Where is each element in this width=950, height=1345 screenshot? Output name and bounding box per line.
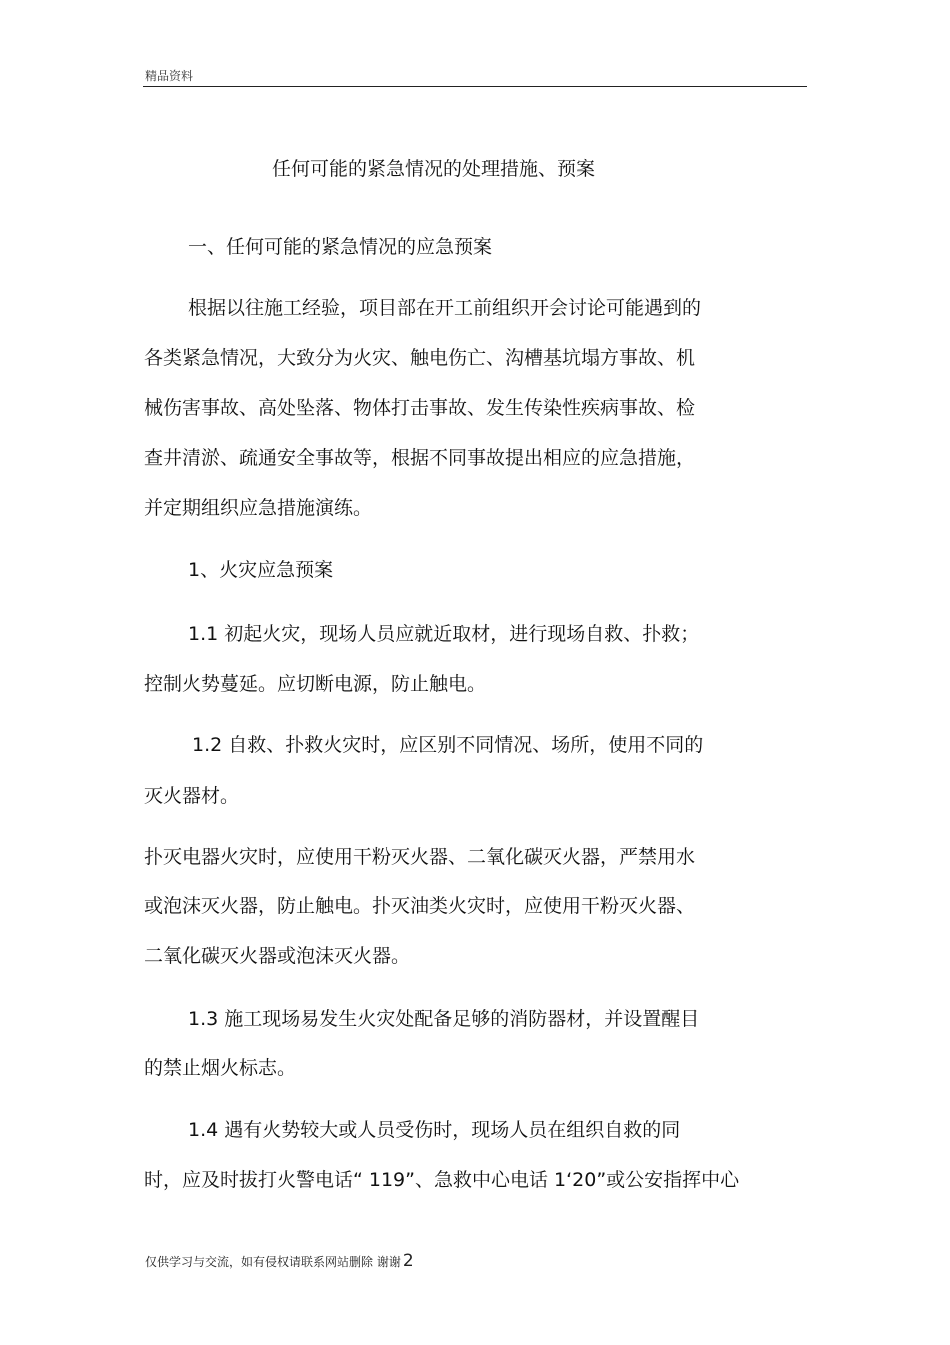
- paragraph-line: 的禁止烟火标志。: [144, 1057, 297, 1079]
- paragraph-line: 1.4 遇有火势较大或人员受伤时，现场人员在组织自救的同: [188, 1119, 681, 1141]
- paragraph-line: 各类紧急情况，大致分为火灾、触电伤亡、沟槽基坑塌方事故、机: [144, 347, 696, 369]
- paragraph-line: 扑灭电器火灾时，应使用干粉灭火器、二氧化碳灭火器，严禁用水: [144, 846, 696, 868]
- paragraph-line: 控制火势蔓延。应切断电源，防止触电。: [144, 673, 487, 695]
- paragraph-line: 时，应及时拔打火警电话“ 119”、急救中心电话 1‘20”或公安指挥中心: [144, 1169, 740, 1191]
- header-divider: [143, 86, 807, 87]
- footer-notice: 仅供学习与交流，如有侵权请联系网站删除 谢谢: [145, 1255, 401, 1269]
- document-title: 任何可能的紧急情况的处理措施、预案: [272, 158, 596, 180]
- page-number: 2: [402, 1251, 414, 1271]
- paragraph-line: 1.2 自救、扑救火灾时，应区别不同情况、场所，使用不同的: [192, 734, 704, 756]
- paragraph-line: 1.3 施工现场易发生火灾处配备足够的消防器材，并设置醒目: [188, 1008, 700, 1030]
- page-header-label: 精品资料: [145, 69, 194, 83]
- paragraph-line: 灭火器材。: [144, 785, 240, 807]
- paragraph-line: 二氧化碳灭火器或泡沫灭火器。: [144, 945, 411, 967]
- paragraph-line: 械伤害事故、高处坠落、物体打击事故、发生传染性疾病事故、检: [144, 397, 696, 419]
- paragraph-line: 或泡沫灭火器，防止触电。扑灭油类火灾时，应使用干粉灭火器、: [144, 895, 696, 917]
- page-footer: [145, 1251, 414, 1271]
- section-heading-emergency-plan: 一、任何可能的紧急情况的应急预案: [188, 236, 493, 258]
- paragraph-line: 根据以往施工经验，项目部在开工前组织开会讨论可能遇到的: [188, 297, 702, 319]
- paragraph-line: 并定期组织应急措施演练。: [144, 497, 373, 519]
- paragraph-line: 1.1 初起火灾，现场人员应就近取材，进行现场自救、扑救；: [188, 623, 700, 645]
- subsection-heading-fire-plan: 1、火灾应急预案: [188, 559, 334, 581]
- paragraph-line: 查井清淤、疏通安全事故等，根据不同事故提出相应的应急措施，: [144, 447, 696, 469]
